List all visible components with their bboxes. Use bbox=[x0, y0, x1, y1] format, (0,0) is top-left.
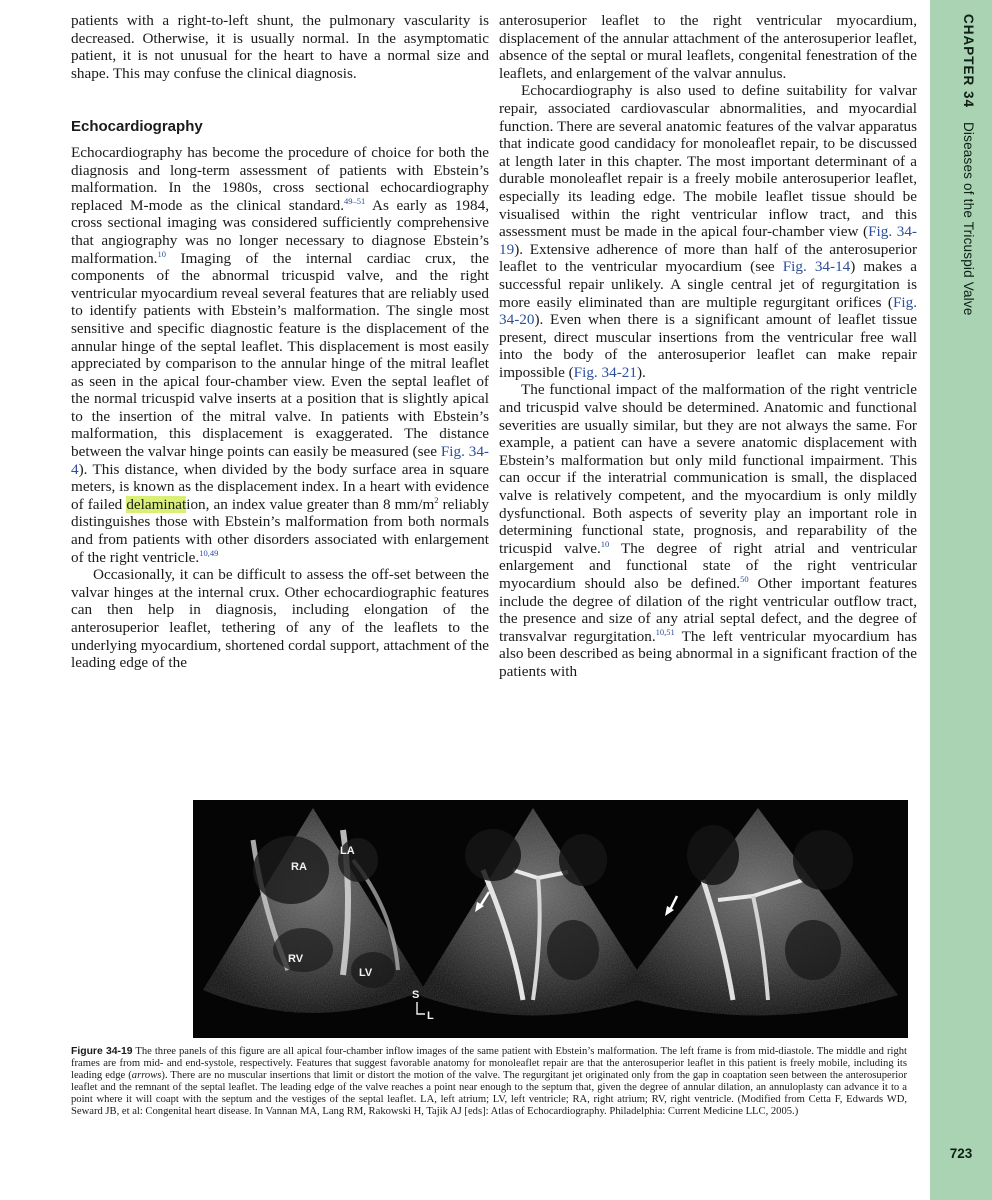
text-run: Echocardiography has become the procedure of choice for both the diagnosis and long-term assessment of patients with Ebstein’s malformation. In the 1980s, cross sectional echocardiography replaced M-mode as the clinical standard. bbox=[71, 143, 489, 214]
caption-text: The three panels of this figure are all apical four-chamber inflow images of the same patient with Ebstein’s malformation. The left frame is from mid-diastole. The middle and right frames are from mid- and end-systole, respectively. Features that suggest favorable anatomy for monoleaflet repair are that the anterosuperior leaflet in this patient is freely mobile, including its leading edge ( bbox=[71, 1046, 907, 1081]
text-run: reliably distinguishes those with Ebstein’s malformation from both normals and from patients with other disorders associated with enlargement of the right ventricle. bbox=[71, 495, 489, 566]
text-run: ). Extensive adherence of more than half of the anterosuperior leaflet to the ventricular myocardium (see bbox=[499, 240, 917, 276]
label-right-atrium: RA bbox=[291, 861, 307, 873]
paragraph: anterosuperior leaflet to the right ventricular myocardium, displacement of the annular attachment of the anterosuperior leaflet, absence of the septal or mural leaflets, congenital fenestration of the leaflets, and enlargement of the valvar annulus. bbox=[499, 12, 917, 82]
citation[interactable]: 10 bbox=[600, 538, 610, 549]
figure-link[interactable]: Fig. 34-14 bbox=[782, 258, 851, 276]
citation[interactable]: 10 bbox=[157, 248, 166, 259]
highlighted-text[interactable]: delaminat bbox=[126, 495, 187, 513]
text-run: The functional impact of the malformation of the right ventricle and tricuspid valve should be determined. Anatomic and functional severities are usually similar, but they are not always the same. For example, a patient can have a severe anatomic displacement with Ebstein’s malformation but only mild functional impairment. This can occur if the interatrial communication is small, the displaced valve is relatively competent, and the myocardium is only mildly dysfunctional. Both aspects of severity play an important role in determining functional state, prognosis, and reparability of the tricuspid valve. bbox=[499, 381, 917, 557]
text-run: ). Even when there is a significant amount of leaflet tissue present, direct muscular insertions from the ventricular free wall into the body of the anterosuperior leaflet can make repair impossible ( bbox=[499, 311, 917, 381]
right-column bbox=[499, 12, 917, 681]
figure-link[interactable]: Fig. 34-20 bbox=[499, 293, 917, 329]
figure-link[interactable]: Fig. 34-21 bbox=[573, 363, 637, 381]
echo-panel-end-systole bbox=[618, 808, 898, 1016]
figure-caption bbox=[71, 1046, 907, 1117]
caption-italic: arrows bbox=[131, 1069, 162, 1081]
echo-panels bbox=[193, 800, 908, 1038]
superscript: 2 bbox=[434, 494, 439, 505]
label-left-ventricle: LV bbox=[359, 967, 373, 979]
paragraph: patients with a right-to-left shunt, the pulmonary vascularity is decreased. Otherwise, it is usually normal. In the asymptomatic patient, it is not unusual for the heart to have a normal size and shape. This may confuse the clinical diagnosis. bbox=[71, 12, 489, 82]
text-run: The left ventricular myocardium has also been described as being abnormal in a significant fraction of the patients with bbox=[499, 627, 918, 680]
figure-label: Figure 34-19 bbox=[71, 1046, 133, 1057]
text-run: The degree of right atrial and ventricular enlargement and functional state of the right ventricular myocardium should also be defined. bbox=[499, 539, 918, 592]
running-header bbox=[961, 14, 976, 316]
text-run: As early as 1984, cross sectional imaging was considered sufficiently comprehensive that angiography was no longer necessary to diagnose Ebstein’s malformation. bbox=[71, 196, 489, 267]
section-heading: Echocardiography bbox=[71, 118, 203, 136]
citation[interactable]: 49–51 bbox=[344, 195, 366, 206]
echocardiogram-figure bbox=[193, 800, 908, 1038]
label-left: L bbox=[427, 1010, 434, 1022]
echo-panel-mid-systole bbox=[418, 808, 653, 1016]
label-superior: S bbox=[412, 989, 420, 1001]
text-run: Imaging of the internal cardiac crux, the components of the abnormal tricuspid valve, and the right ventricular myocardium reveal several features that are reliably used to identify patients with Ebstein’s malformation. The single most sensitive and specific diagnostic feature is the displacement of the annular hinge of the septal leaflet. This displacement is most easily appreciated by comparison to the annular hinge of the mitral leaflet as seen in the apical four-chamber view. Even the septal leaflet of the normal tricuspid valve inserts at a position that is slightly apical to the insertion of the mitral valve. In patients with Ebstein’s malformation, this displacement is exaggerated. The distance between the valvar hinge points can easily be measured (see bbox=[71, 249, 489, 461]
text-run: ). This distance, when divided by the body surface area in square meters, is known as the displacement index. In a heart with evidence of failed bbox=[71, 460, 489, 513]
paragraph bbox=[499, 82, 917, 381]
chapter-number: CHAPTER 34 bbox=[961, 14, 976, 109]
text-run: ). bbox=[636, 363, 646, 381]
paragraph: Occasionally, it can be difficult to assess the off-set between the valvar hinges at the internal crux. Other echocardiographic features can then help in diagnosis, including elongation of the anterosuperior leaflet, tethering of any of the leaflets to the underlying myocardium, shortened cordal support, attachment of the leading edge of the bbox=[71, 566, 489, 672]
paragraph bbox=[499, 381, 917, 680]
figure-link[interactable]: Fig. 34-19 bbox=[499, 223, 917, 258]
text-run: Other important features include the degree of dilation of the right ventricular outflow tract, the presence and size of any atrial septal defect, and the degree of transvalvar regurgitation. bbox=[499, 575, 917, 645]
chapter-title: Diseases of the Tricuspid Valve bbox=[961, 121, 976, 316]
label-right-ventricle: RV bbox=[288, 953, 304, 965]
page-number: 723 bbox=[949, 1146, 973, 1161]
text-run: ion, an index value greater than 8 mm/m bbox=[186, 495, 435, 513]
figure-link[interactable]: Fig. 34-4 bbox=[71, 443, 489, 478]
label-left-atrium: LA bbox=[340, 845, 355, 857]
citation[interactable]: 10,51 bbox=[655, 626, 675, 637]
citation[interactable]: 10,49 bbox=[199, 547, 219, 558]
text-run: Echocardiography is also used to define suitability for valvar repair, associated cardiovascular abnormalities, and myocardial function. There are several anatomic features of the valvar apparatus that indicate good candidacy for monoleaflet repair, to be discussed at length later in this chapter. The most important determinant of a durable monoleaflet repair is a freely mobile anterosuperior leaflet, especially its leading edge. The mobile leaflet tissue should be visualised within the right ventricular inflow tract, and this assessment must be made in the apical four-chamber view ( bbox=[499, 82, 917, 241]
text-run: ) makes a successful repair unlikely. A single central jet of regurgitation is more easily eliminated than are multiple regurgitant orifices ( bbox=[499, 258, 917, 311]
caption-text: ). There are no muscular insertions that limit or distort the motion of the valve. The regurgitant jet originated only from the gap in coaptation seen between the anterosuperior leaflet and the remnant of the septal leaflet. The leading edge of the valve reaches a point near enough to the septum that, given the degree of annular dilation, an annuloplasty can advance it to a point where it will coapt with the septum and the vestiges of the septal leaflet. LA, left atrium; LV, left ventricle; RA, right atrium; RV, right ventricle. (Modified from Cetta F, Edwards WD, Seward JB, et al: Congenital heart disease. In Vannan MA, Lang RM, Rakowski H, Tajik AJ [eds]: Atlas of Echocardiography. Philadelphia: Current Medicine LLC, 2005.) bbox=[71, 1069, 907, 1117]
left-column bbox=[71, 12, 489, 672]
paragraph bbox=[71, 144, 489, 566]
citation[interactable]: 50 bbox=[740, 574, 749, 584]
echo-panel-diastole bbox=[203, 808, 425, 1013]
